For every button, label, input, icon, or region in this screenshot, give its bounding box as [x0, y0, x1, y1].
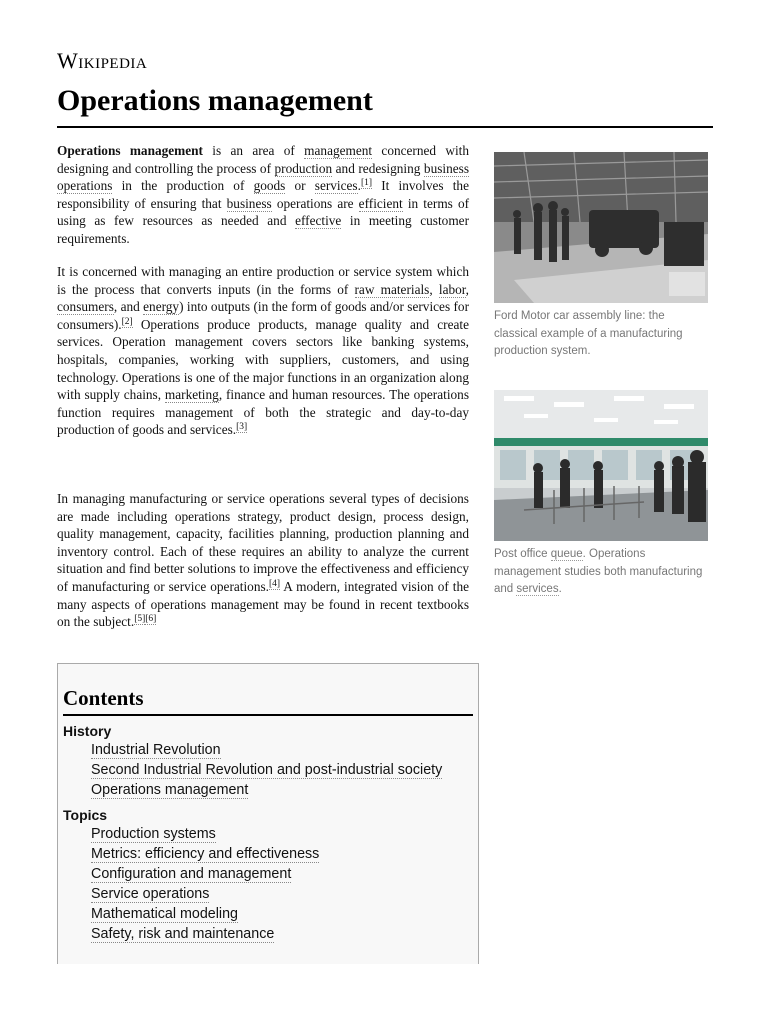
link-services[interactable]: services	[314, 178, 358, 194]
link-marketing[interactable]: marketing	[164, 387, 219, 403]
link-goods[interactable]: goods	[253, 178, 286, 194]
link-business[interactable]: business	[226, 195, 272, 211]
reference-6[interactable]: [6]	[145, 614, 157, 625]
title-divider	[57, 126, 713, 128]
link-consumers[interactable]: consumers	[57, 299, 114, 315]
link-energy[interactable]: energy	[143, 299, 180, 315]
table-of-contents	[57, 663, 479, 964]
reference-4[interactable]: [4]	[268, 578, 281, 589]
toc-item-safety-risk[interactable]: Safety, risk and maintenance	[91, 926, 275, 942]
link-efficient[interactable]: efficient	[358, 195, 403, 211]
link-effective[interactable]: effective	[295, 213, 342, 229]
post-office-queue-photo[interactable]	[494, 390, 708, 541]
reference-5[interactable]: [5]	[134, 614, 146, 625]
figure-post-office	[494, 390, 710, 599]
wikipedia-logo[interactable]: Wikipedia	[57, 48, 148, 73]
figure-caption-1: Ford Motor car assembly line: the classical example of a manufacturing production system.	[494, 310, 683, 357]
link-queue[interactable]: queue	[550, 548, 583, 560]
bold-term: Operations management	[57, 143, 203, 158]
toc-item-metrics[interactable]: Metrics: efficiency and effectiveness	[91, 846, 320, 862]
toc-item-configuration[interactable]: Configuration and management	[91, 866, 292, 882]
link-production[interactable]: production	[274, 160, 333, 176]
toc-item-industrial-revolution[interactable]: Industrial Revolution	[91, 742, 221, 758]
toc-divider	[63, 714, 473, 716]
figure-caption-2: Post office queue. Operations management studies both manufacturing and services.	[494, 548, 703, 595]
link-business-operations[interactable]: business operations	[57, 160, 469, 194]
link-labor[interactable]: labor	[438, 281, 466, 297]
intro-paragraph-2: It is concerned with managing an entire production or service system which is the process that converts inputs (in the forms of raw materials, labor, consumers, and energy) into outputs (in the form of goods and/or services for consumers).[2] Operations produce products, manage quality and create services. Operation management covers sectors like banking systems, hospitals, companies, working with suppliers, customers, and using technology. Operations is one of the major functions in an organization along with supply chains, marketing, finance and human resources. The operations function requires management of both the strategic and day-to-day production of goods and services.[3]	[57, 264, 470, 438]
toc-section-history[interactable]: History	[63, 723, 112, 739]
toc-heading: Contents	[63, 686, 144, 710]
link-management[interactable]: management	[304, 143, 373, 158]
toc-item-operations-management[interactable]: Operations management	[91, 782, 249, 798]
page-title: Operations management	[57, 84, 373, 117]
intro-paragraph-1: Operations management is an area of management concerned with designing and controlling the process of production and redesigning business operations in the production of goods or services.[1] It involves the responsibility of ensuring that business operations are efficient in terms of using as few resources as needed and effective in meeting customer requirements.	[57, 143, 470, 246]
reference-2[interactable]: [2]	[121, 316, 133, 327]
toc-item-second-industrial-revolution[interactable]: Second Industrial Revolution and post-industrial society	[91, 762, 443, 778]
toc-item-mathematical-modeling[interactable]: Mathematical modeling	[91, 906, 239, 922]
assembly-line-photo[interactable]	[494, 152, 708, 303]
intro-paragraph-3: In managing manufacturing or service operations several types of decisions are made including operations strategy, product design, process design, quality management, capacity, facilities planning, production planning and inventory control. Each of these requires an ability to analyze the current situation and find better solutions to improve the effectiveness and efficiency of manufacturing or service operations.[4] A modern, integrated vision of the many aspects of operations management may be found in recent textbooks on the subject.[5][6]	[57, 491, 469, 630]
link-services-caption[interactable]: services	[516, 583, 559, 595]
link-raw-materials[interactable]: raw materials	[354, 281, 430, 297]
toc-item-service-operations[interactable]: Service operations	[91, 886, 210, 902]
toc-section-topics[interactable]: Topics	[63, 807, 108, 823]
reference-1[interactable]: [1]	[360, 178, 373, 189]
toc-item-production-systems[interactable]: Production systems	[91, 826, 216, 842]
figure-assembly-line	[494, 152, 710, 361]
reference-3[interactable]: [3]	[236, 422, 248, 433]
